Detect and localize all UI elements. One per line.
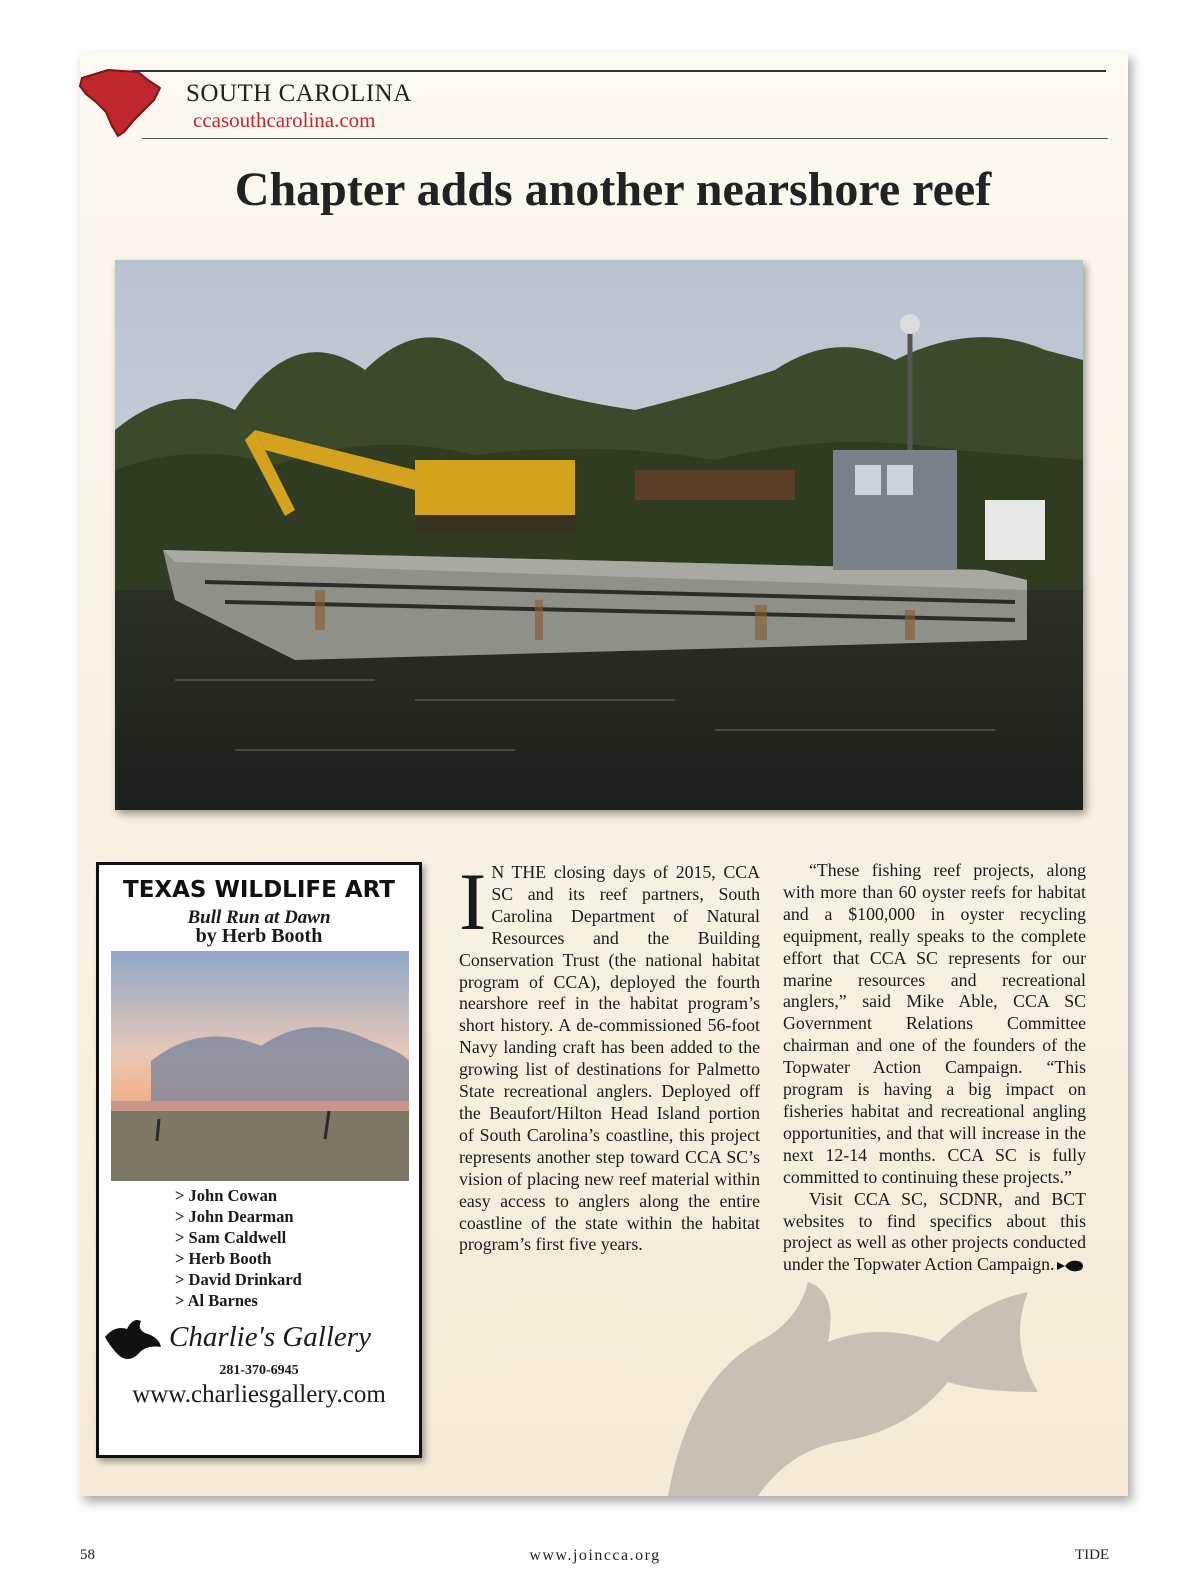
page-number: 58 <box>80 1547 95 1563</box>
article-headline: Chapter adds another nearshore reef <box>234 163 992 216</box>
ad-artist-item: > John Dearman <box>175 1207 294 1226</box>
ad-website-link[interactable]: www.charliesgallery.com <box>132 1381 386 1408</box>
fish-end-mark-icon <box>1055 1256 1085 1276</box>
article-paragraph: “These fishing reef projects, along with more than 60 oyster reefs for habitat and a $100,000 in oyster recycling equipment, really speaks to the complete effort that CCA SC represents for our marine resources and recreational anglers,” said Mike Able, CCA SC Government Relations Committee chairman and one of the founders of the Topwater Action Campaign. “This program is having a big impact on fisheries habitat and recreational angling opportunities, and that will increase in the next 12-14 months. CCA SC is fully committed to continuing these projects.” <box>783 860 1086 1187</box>
south-carolina-map-icon <box>78 66 164 138</box>
ad-title: TEXAS WILDLIFE ART <box>123 877 395 903</box>
state-website-link[interactable]: ccasouthcarolina.com <box>193 108 376 132</box>
article-column-1 <box>459 856 760 1256</box>
publication-name: TIDE <box>1075 1547 1110 1563</box>
duck-logo-icon <box>101 1307 165 1367</box>
article-closing-text: Visit CCA SC, SCDNR, and BCT websites to find specifics about this project as well as other projects conducted under the Topwater Action Campaign. <box>783 1188 1086 1275</box>
header-rule-bottom <box>142 138 1108 139</box>
gallery-advertisement[interactable] <box>96 862 422 1458</box>
ad-gallery-name: Charlie's Gallery <box>169 1321 371 1353</box>
fish-watermark-icon <box>648 1282 1088 1496</box>
ad-artist-item: > David Drinkard <box>175 1270 302 1289</box>
landing-craft-photo <box>115 260 1083 810</box>
article-dropcap: I <box>459 856 487 947</box>
article-paragraph-closing <box>783 1189 1086 1277</box>
ad-artist-item: > Herb Booth <box>175 1249 272 1268</box>
article-column-1-text: N THE closing days of 2015, CCA SC and its reef partners, South Carolina Department of Natural Resources and the Building Conservation Trust (the national habitat program of CCA), deployed the fourth nearshore reef in the habitat program’s short history. A de-commissioned 56-foot Navy landing craft has been added to the growing list of destinations for Palmetto State recreational anglers. Deployed off the Beaufort/Hilton Head Island portion of South Carolina’s coastline, this project represents another step toward CCA SC’s vision of placing new reef material within easy access to anglers along the entire coastline of the state within the habitat program’s first five years. <box>459 862 760 1255</box>
ad-artist-line: by Herb Booth <box>195 925 323 947</box>
header-rule-top <box>132 70 1106 72</box>
article-column-2 <box>783 860 1086 1276</box>
ad-phone: 281-370-6945 <box>219 1363 299 1378</box>
ad-artist-item: > Al Barnes <box>175 1291 258 1310</box>
ad-artist-item: > John Cowan <box>175 1186 278 1205</box>
ad-painting-image <box>111 951 409 1181</box>
ad-artist-item: > Sam Caldwell <box>175 1228 287 1247</box>
ad-artist-list <box>175 1185 302 1311</box>
ad-painting-title: Bull Run at Dawn <box>187 907 331 928</box>
state-name: SOUTH CAROLINA <box>186 80 412 107</box>
footer-website[interactable]: www.joincca.org <box>529 1547 661 1564</box>
